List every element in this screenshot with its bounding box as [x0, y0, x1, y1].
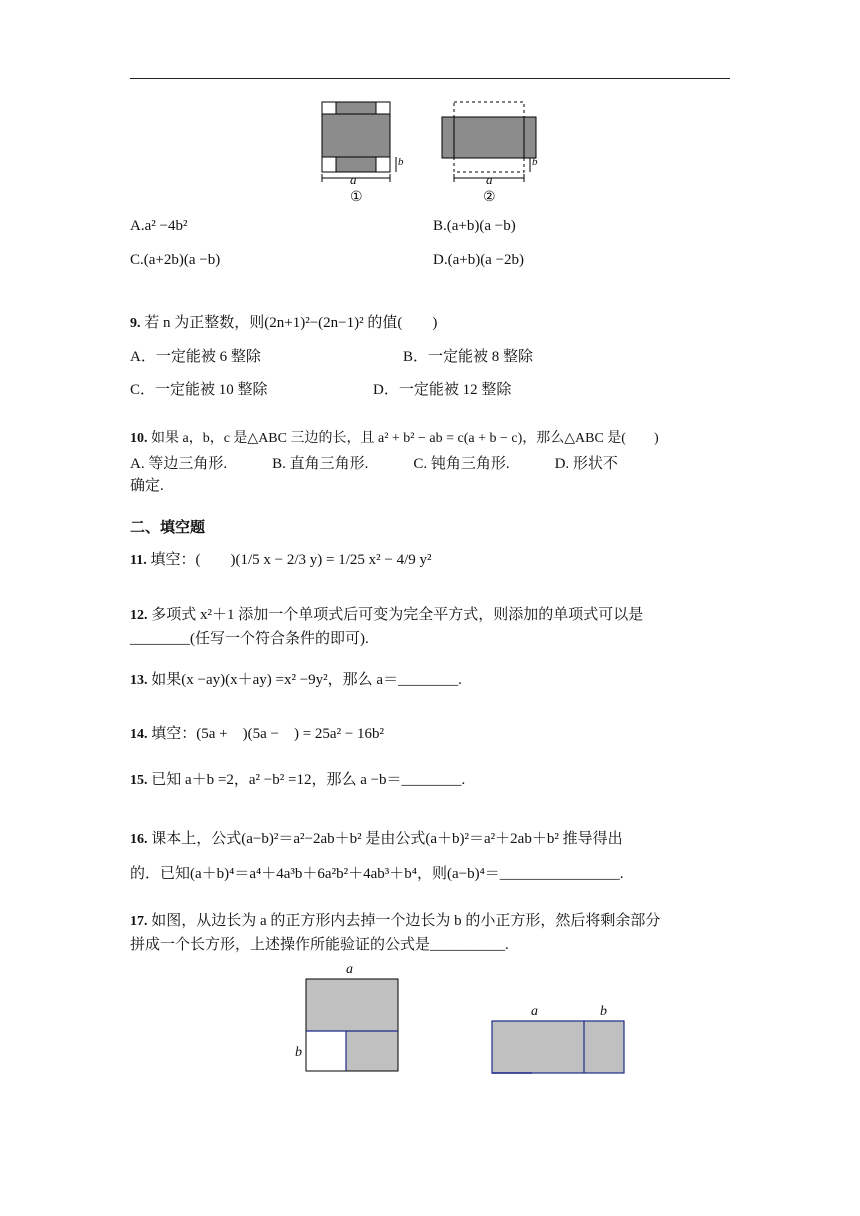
q17-line1 — [130, 909, 660, 930]
q14-stem — [130, 722, 384, 743]
q10-options: A. 等边三角形. B. 直角三角形. C. 钝角三角形. D. 形状不 — [130, 456, 618, 472]
q12-line1-text: 多项式 x²＋1 添加一个单项式后可变为完全平方式，则添加的单项式可以是 — [151, 607, 644, 623]
q17-fig2-a-label: a — [531, 1004, 538, 1019]
q16-number: 16. — [130, 832, 148, 847]
q15-stem-text: 已知 a＋b =2，a² −b² =12，那么 a −b＝________. — [151, 772, 466, 788]
q17-figure-2 — [490, 1019, 628, 1077]
q10-stem-text: 如果 a，b，c 是△ABC 三边的长，且 a² + b² − ab = c(a + b − c)，那么△ABC 是( ) — [151, 431, 659, 446]
q8-dim-a-2: a — [486, 172, 493, 187]
q12-number: 12. — [130, 608, 148, 623]
q17-figure-1 — [305, 978, 401, 1074]
q8-option-b: B.(a+b)(a −b) — [433, 218, 516, 234]
q16-line1-text: 课本上，公式(a−b)²＝a²−2ab＋b² 是由公式(a＋b)²＝a²＋2ab＋b² 推导得出 — [151, 831, 623, 847]
q9-option-c: C．一定能被 10 整除 — [130, 382, 268, 398]
q9-option-a: A．一定能被 6 整除 — [130, 349, 261, 365]
q9-stem-text: 若 n 为正整数，则(2n+1)²−(2n−1)² 的值( ) — [144, 315, 438, 331]
q13-stem — [130, 668, 462, 689]
q17-fig2-b-label: b — [600, 1004, 607, 1019]
q8-dim-a-1: a — [350, 172, 357, 187]
q8-dim-b-2: b — [532, 156, 538, 168]
q12-line2: ________(任写一个符合条件的即可). — [130, 631, 369, 647]
q14-stem-text: 填空：(5a + )(5a − ) = 25a² − 16b² — [151, 726, 385, 742]
q8-option-d: D.(a+b)(a −2b) — [433, 252, 525, 268]
q17-fig1-b-label: b — [295, 1045, 302, 1060]
q8-figure-1 — [318, 98, 418, 210]
q15-stem — [130, 768, 465, 789]
q16-line2: 的．已知(a＋b)⁴＝a⁴＋4a³b＋6a²b²＋4ab³＋b⁴，则(a−b)⁴＝________________. — [130, 866, 624, 882]
q11-number: 11. — [130, 553, 147, 568]
q12-line1 — [130, 603, 643, 624]
q9-option-b: B．一定能被 8 整除 — [403, 349, 534, 365]
q17-line1-text: 如图，从边长为 a 的正方形内去掉一个边长为 b 的小正方形，然后将剩余部分 — [151, 913, 661, 929]
q9-option-d: D．一定能被 12 整除 — [373, 382, 512, 398]
q17-fig1-a-label: a — [346, 962, 353, 977]
q9-number: 9. — [130, 316, 141, 331]
q13-stem-text: 如果(x −ay)(x＋ay) =x² −9y²，那么 a＝________. — [151, 672, 462, 688]
q8-option-c: C.(a+2b)(a −b) — [130, 252, 221, 268]
q16-line1 — [130, 827, 623, 848]
q10-stem — [130, 427, 659, 447]
q13-number: 13. — [130, 673, 148, 688]
q8-option-a: A.a² −4b² — [130, 218, 188, 234]
q14-number: 14. — [130, 727, 148, 742]
header-rule — [130, 78, 730, 79]
q10-number: 10. — [130, 431, 148, 446]
q9-stem — [130, 311, 437, 332]
q17-line2: 拼成一个长方形，上述操作所能验证的公式是__________. — [130, 937, 509, 953]
q11-stem — [130, 548, 432, 569]
q15-number: 15. — [130, 773, 148, 788]
q8-dim-b-1: b — [398, 156, 404, 168]
q10-options-cont: 确定. — [130, 478, 164, 494]
section-title: 二、填空题 — [130, 518, 206, 536]
q8-fig2-label: ② — [483, 190, 496, 205]
q8-fig1-label: ① — [350, 190, 363, 205]
q11-stem-text: 填空：( )(1/5 x − 2/3 y) = 1/25 x² − 4/9 y² — [150, 552, 432, 568]
q17-number: 17. — [130, 914, 148, 929]
